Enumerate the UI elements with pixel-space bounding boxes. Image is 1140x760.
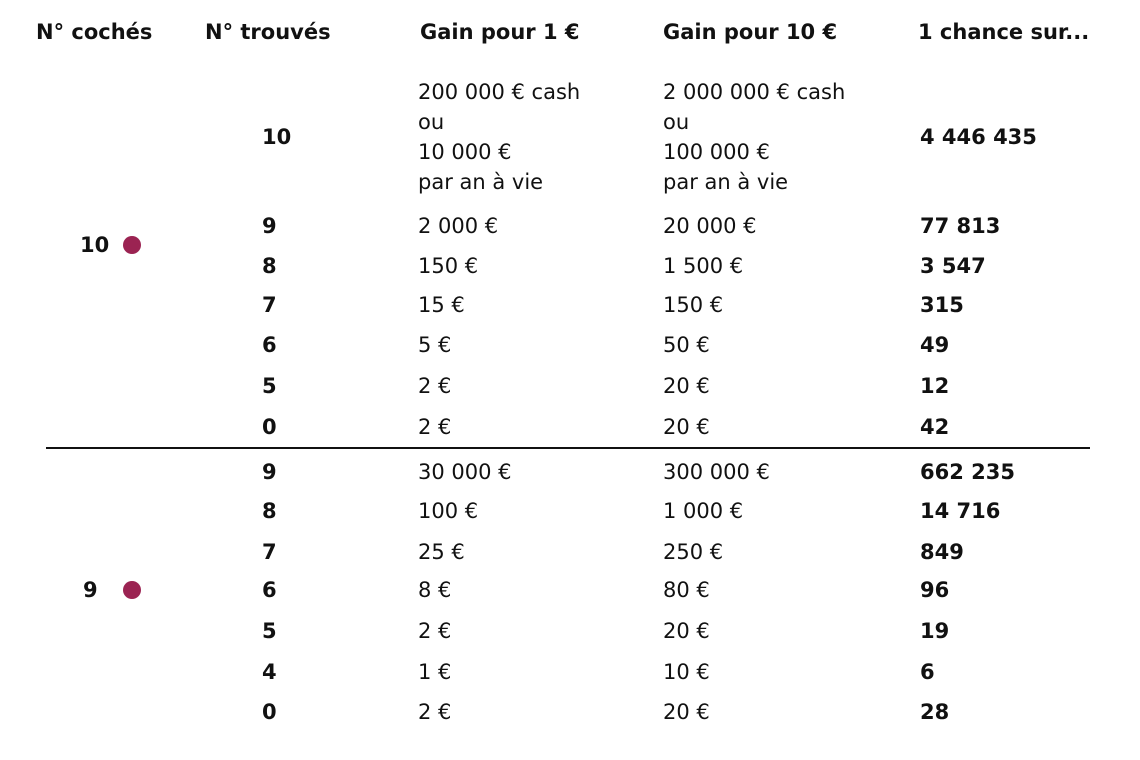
cell-odds: 3 547 <box>920 254 986 278</box>
cell-gain10: 10 € <box>663 660 710 684</box>
cell-odds: 96 <box>920 578 950 602</box>
header-gain-1: Gain pour 1 € <box>420 20 580 44</box>
cell-odds: 662 235 <box>920 460 1015 484</box>
cell-gain1: 150 € <box>418 254 479 278</box>
cell-found: 8 <box>262 254 277 278</box>
cell-found: 5 <box>262 374 277 398</box>
cell-odds: 19 <box>920 619 950 643</box>
cell-found: 6 <box>262 333 277 357</box>
cell-gain10: 1 500 € <box>663 254 744 278</box>
cell-odds: 6 <box>920 660 935 684</box>
cell-gain1: 2 € <box>418 415 452 439</box>
cell-gain1: 2 € <box>418 700 452 724</box>
cell-gain10: 20 € <box>663 374 710 398</box>
cell-gain1: 30 000 € <box>418 460 512 484</box>
cell-found: 7 <box>262 540 277 564</box>
header-numbers-found: N° trouvés <box>205 20 331 44</box>
group-label-10: 10 <box>80 233 110 257</box>
cell-odds: 42 <box>920 415 950 439</box>
group-label-9: 9 <box>83 578 98 602</box>
cell-odds: 77 813 <box>920 214 1001 238</box>
cell-found: 10 <box>262 125 292 149</box>
cell-found: 9 <box>262 460 277 484</box>
cell-gain10: 150 € <box>663 293 724 317</box>
cell-gain1: 5 € <box>418 333 452 357</box>
cell-found: 7 <box>262 293 277 317</box>
cell-found: 8 <box>262 499 277 523</box>
cell-odds: 12 <box>920 374 950 398</box>
cell-gain10: 20 € <box>663 619 710 643</box>
cell-odds: 28 <box>920 700 950 724</box>
cell-gain1: 100 € <box>418 499 479 523</box>
header-odds: 1 chance sur... <box>918 20 1090 44</box>
header-numbers-checked: N° cochés <box>36 20 153 44</box>
cell-gain1: 2 € <box>418 619 452 643</box>
cell-gain10: 1 000 € <box>663 499 744 523</box>
cell-found: 4 <box>262 660 277 684</box>
cell-gain10: 20 € <box>663 700 710 724</box>
cell-found: 6 <box>262 578 277 602</box>
cell-gain1: 200 000 € cash ou 10 000 € par an à vie <box>418 80 581 194</box>
cell-odds: 49 <box>920 333 950 357</box>
cell-odds: 14 716 <box>920 499 1001 523</box>
cell-gain1: 2 € <box>418 374 452 398</box>
group-divider <box>46 447 1090 449</box>
cell-gain1: 8 € <box>418 578 452 602</box>
cell-gain10: 80 € <box>663 578 710 602</box>
cell-gain10: 300 000 € <box>663 460 770 484</box>
header-gain-10: Gain pour 10 € <box>663 20 838 44</box>
cell-gain1: 15 € <box>418 293 465 317</box>
cell-gain1: 1 € <box>418 660 452 684</box>
cell-gain10: 2 000 000 € cash ou 100 000 € par an à vie <box>663 80 846 194</box>
cell-found: 9 <box>262 214 277 238</box>
cell-gain10: 50 € <box>663 333 710 357</box>
cell-gain1: 2 000 € <box>418 214 499 238</box>
group-dot-10 <box>123 236 141 254</box>
cell-found: 0 <box>262 415 277 439</box>
cell-found: 0 <box>262 700 277 724</box>
cell-found: 5 <box>262 619 277 643</box>
cell-gain10: 20 000 € <box>663 214 757 238</box>
group-dot-9 <box>123 581 141 599</box>
cell-odds: 849 <box>920 540 964 564</box>
cell-odds: 4 446 435 <box>920 125 1037 149</box>
cell-gain1: 25 € <box>418 540 465 564</box>
cell-odds: 315 <box>920 293 964 317</box>
cell-gain10: 20 € <box>663 415 710 439</box>
cell-gain10: 250 € <box>663 540 724 564</box>
